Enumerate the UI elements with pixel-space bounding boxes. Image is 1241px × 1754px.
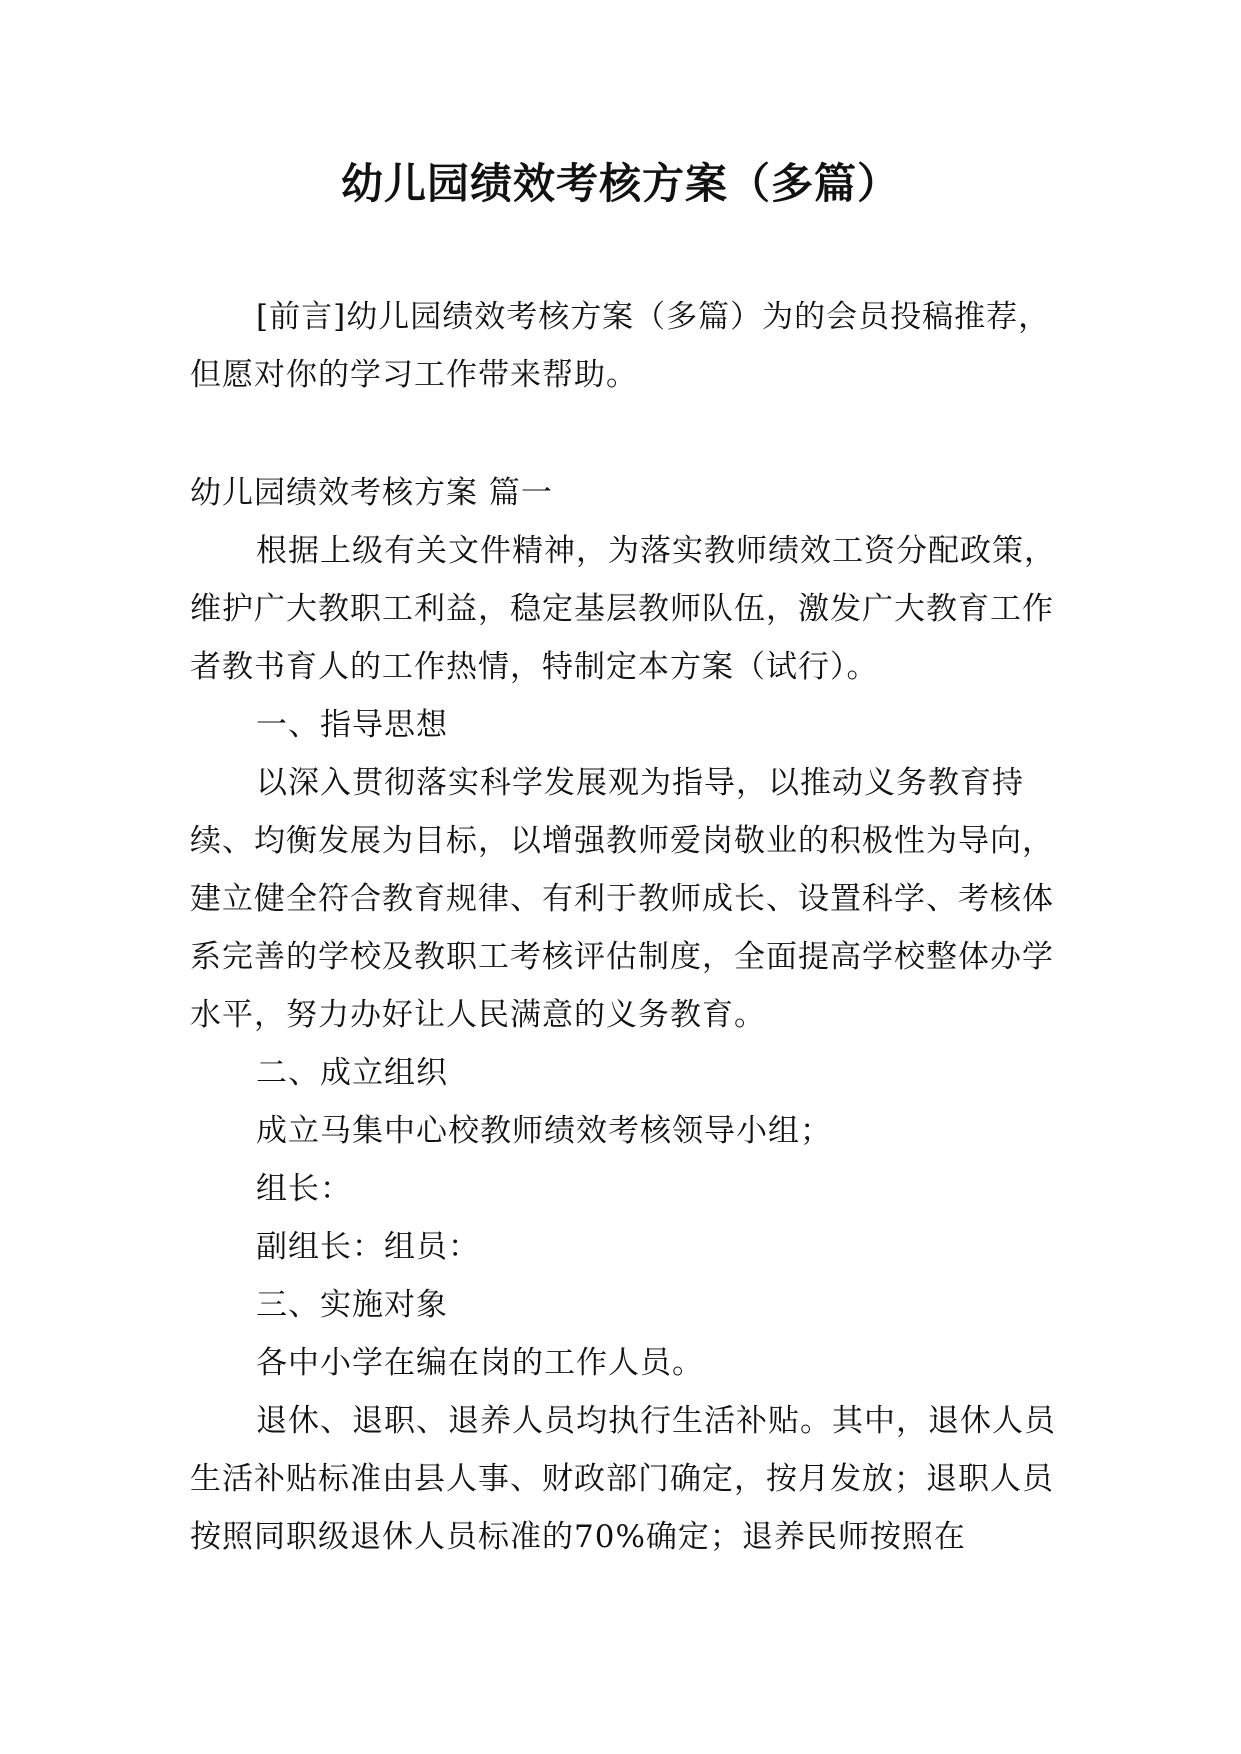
heading-guiding-ideology: 一、指导思想 <box>256 707 448 743</box>
document-title: 幼儿园绩效考核方案（多篇） <box>340 159 900 208</box>
paragraph-retirement-subsidy: 退休、退职、退养人员均执行生活补贴。其中，退休人员生活补贴标准由县人事、财政部门确定，按月发放；退职人员按照同职级退休人员标准的70%确定；退养民师按照在 <box>190 1403 1056 1555</box>
section-heading: 幼儿园绩效考核方案 篇一 <box>190 475 553 511</box>
heading-target-personnel: 三、实施对象 <box>256 1287 448 1323</box>
document-body <box>190 522 1060 1566</box>
paragraph-intro: 根据上级有关文件精神，为落实教师绩效工资分配政策，维护广大教职工利益，稳定基层教师队伍，激发广大教育工作者教书育人的工作热情，特制定本方案（试行）。 <box>190 533 1056 685</box>
paragraph-group-leader: 组长： <box>256 1171 352 1207</box>
paragraph-leadership-group: 成立马集中心校教师绩效考核领导小组； <box>256 1113 832 1149</box>
paragraph-deputy-members: 副组长：组员： <box>256 1229 480 1265</box>
heading-organization: 二、成立组织 <box>256 1055 448 1091</box>
preface-paragraph: [前言]幼儿园绩效考核方案（多篇）为的会员投稿推荐，但愿对你的学习工作带来帮助。 <box>190 299 1051 393</box>
paragraph-guiding-ideology: 以深入贯彻落实科学发展观为指导，以推动义务教育持续、均衡发展为目标，以增强教师爱岗敬业的积极性为导向，建立健全符合教育规律、有利于教师成长、设置科学、考核体系完善的学校及教职工考核评估制度，全面提高学校整体办学水平，努力办好让人民满意的义务教育。 <box>190 765 1054 1033</box>
paragraph-target-personnel: 各中小学在编在岗的工作人员。 <box>256 1345 704 1381</box>
